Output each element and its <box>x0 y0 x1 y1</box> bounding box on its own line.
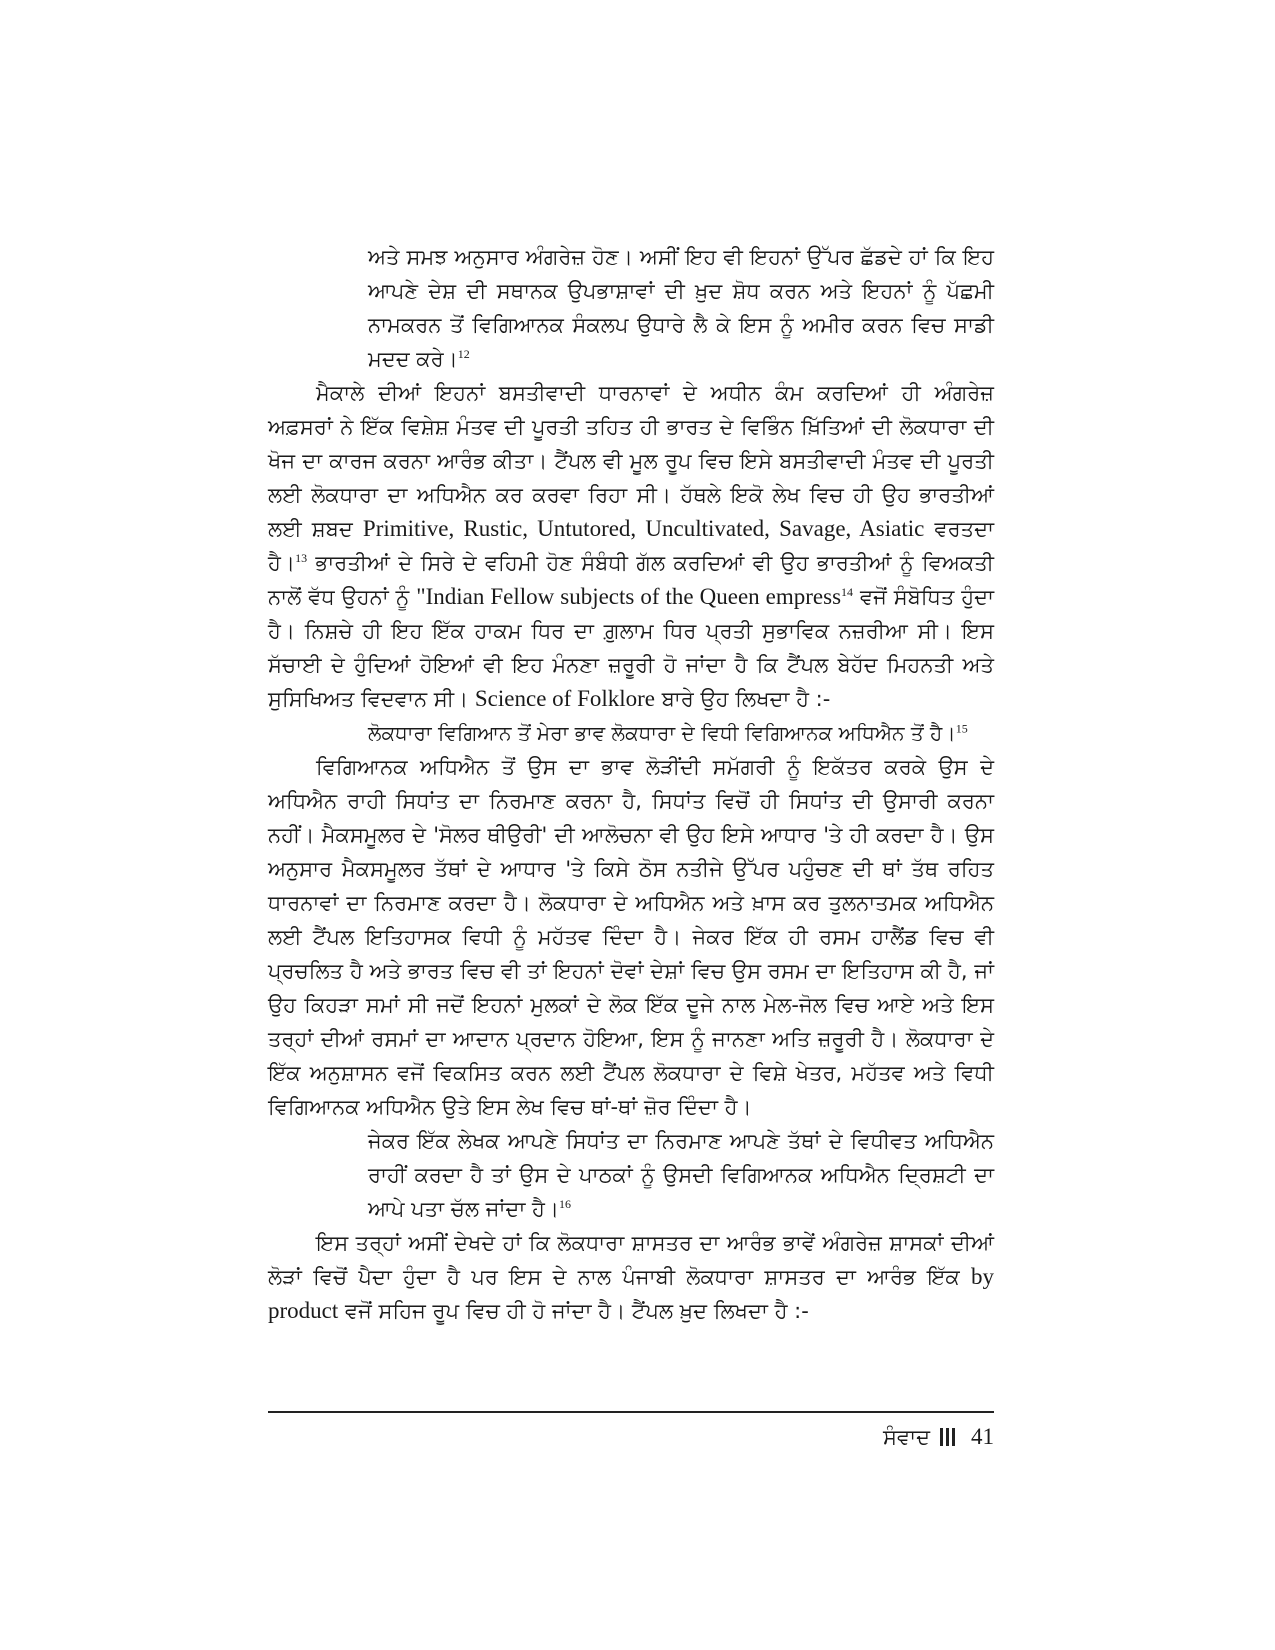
journal-name: ਸੰਵਾਦ <box>882 1424 930 1449</box>
footer-rule <box>268 1411 994 1413</box>
block-quote-0: ਅਤੇ ਸਮਝ ਅਨੁਸਾਰ ਅੰਗਰੇਜ਼ ਹੋਣ। ਅਸੀਂ ਇਹ ਵੀ ਇਹਨਾਂ ਉੱਪਰ ਛੱਡਦੇ ਹਾਂ ਕਿ ਇਹ ਆਪਣੇ ਦੇਸ਼ ਦੀ ਸਥਾਨਕ ਉਪਭਾਸ਼ਾਵਾਂ ਦੀ ਖ਼ੁਦ ਸ਼ੋਧ ਕਰਨ ਅਤੇ ਇਹਨਾਂ ਨੂੰ ਪੱਛਮੀ ਨਾਮਕਰਨ ਤੋਂ ਵਿਗਿਆਨਕ ਸੰਕਲਪ ਉਧਾਰੇ ਲੈ ਕੇ ਇਸ ਨੂੰ ਅਮੀਰ ਕਰਨ ਵਿਚ ਸਾਡੀ ਮਦਦ ਕਰੇ।$^{12}$ <box>368 245 994 371</box>
page-number: 41 <box>971 1424 994 1449</box>
page-footer <box>883 1424 994 1450</box>
paragraph-3: ਵਿਗਿਆਨਕ ਅਧਿਐਨ ਤੋਂ ਉਸ ਦਾ ਭਾਵ ਲੋੜੀਂਦੀ ਸਮੱਗਰੀ ਨੂੰ ਇਕੱਤਰ ਕਰਕੇ ਉਸ ਦੇ ਅਧਿਐਨ ਰਾਹੀ ਸਿਧਾਂਤ ਦਾ ਨਿਰਮਾਣ ਕਰਨਾ ਹੈ, ਸਿਧਾਂਤ ਵਿਚੋਂ ਹੀ ਸਿਧਾਂਤ ਦੀ ਉਸਾਰੀ ਕਰਨਾ ਨਹੀਂ। ਮੈਕਸਮੂਲਰ ਦੇ 'ਸੋਲਰ ਥੀਉਰੀ' ਦੀ ਆਲੋਚਨਾ ਵੀ ਉਹ ਇਸੇ ਆਧਾਰ 'ਤੇ ਹੀ ਕਰਦਾ ਹੈ। ਉਸ ਅਨੁਸਾਰ ਮੈਕਸਮੂਲਰ ਤੱਥਾਂ ਦੇ ਆਧਾਰ 'ਤੇ ਕਿਸੇ ਠੋਸ ਨਤੀਜੇ ਉੱਪਰ ਪਹੁੰਚਣ ਦੀ ਥਾਂ ਤੱਥ ਰਹਿਤ ਧਾਰਨਾਵਾਂ ਦਾ ਨਿਰਮਾਣ ਕਰਦਾ ਹੈ। ਲੋਕਧਾਰਾ ਦੇ ਅਧਿਐਨ ਅਤੇ ਖ਼ਾਸ ਕਰ ਤੁਲਨਾਤਮਕ ਅਧਿਐਨ ਲਈ ਟੈਂਪਲ ਇਤਿਹਾਸਕ ਵਿਧੀ ਨੂੰ ਮਹੱਤਵ ਦਿੰਦਾ ਹੈ। ਜੇਕਰ ਇੱਕ ਹੀ ਰਸਮ ਹਾਲੈਂਡ ਵਿਚ ਵੀ ਪ੍ਰਚਲਿਤ ਹੈ ਅਤੇ ਭਾਰਤ ਵਿਚ ਵੀ ਤਾਂ ਇਹਨਾਂ ਦੋਵਾਂ ਦੇਸ਼ਾਂ ਵਿਚ ਉਸ ਰਸਮ ਦਾ ਇਤਿਹਾਸ ਕੀ ਹੈ, ਜਾਂ ਉਹ ਕਿਹੜਾ ਸਮਾਂ ਸੀ ਜਦੋਂ ਇਹਨਾਂ ਮੁਲਕਾਂ ਦੇ ਲੋਕ ਇੱਕ ਦੂਜੇ ਨਾਲ ਮੇਲ-ਜੋਲ ਵਿਚ ਆਏ ਅਤੇ ਇਸ ਤਰ੍ਹਾਂ ਦੀਆਂ ਰਸਮਾਂ ਦਾ ਆਦਾਨ ਪ੍ਰਦਾਨ ਹੋਇਆ, ਇਸ ਨੂੰ ਜਾਨਣਾ ਅਤਿ ਜ਼ਰੂਰੀ ਹੈ। ਲੋਕਧਾਰਾ ਦੇ ਇੱਕ ਅਨੁਸ਼ਾਸਨ ਵਜੋਂ ਵਿਕਸਿਤ ਕਰਨ ਲਈ ਟੈਂਪਲ ਲੋਕਧਾਰਾ ਦੇ ਵਿਸ਼ੇ ਖੇਤਰ, ਮਹੱਤਵ ਅਤੇ ਵਿਧੀ ਵਿਗਿਆਨਕ ਅਧਿਐਨ ਉਤੇ ਇਸ ਲੇਖ ਵਿਚ ਥਾਂ-ਥਾਂ ਜ਼ੋਰ ਦਿੰਦਾ ਹੈ। <box>268 755 994 1119</box>
body-text <box>268 240 994 1328</box>
block-quote-2: ਲੋਕਧਾਰਾ ਵਿਗਿਆਨ ਤੋਂ ਮੇਰਾ ਭਾਵ ਲੋਕਧਾਰਾ ਦੇ ਵਿਧੀ ਵਿਗਿਆਨਕ ਅਧਿਐਨ ਤੋਂ ਹੈ।$^{15}$ <box>368 721 968 745</box>
block-quote-4: ਜੇਕਰ ਇੱਕ ਲੇਖਕ ਆਪਣੇ ਸਿਧਾਂਤ ਦਾ ਨਿਰਮਾਣ ਆਪਣੇ ਤੱਥਾਂ ਦੇ ਵਿਧੀਵਤ ਅਧਿਐਨ ਰਾਹੀਂ ਕਰਦਾ ਹੈ ਤਾਂ ਉਸ ਦੇ ਪਾਠਕਾਂ ਨੂੰ ਉਸਦੀ ਵਿਗਿਆਨਕ ਅਧਿਐਨ ਦ੍ਰਿਸ਼ਟੀ ਦਾ ਆਪੇ ਪਤਾ ਚੱਲ ਜਾਂਦਾ ਹੈ।$^{16}$ <box>368 1129 994 1221</box>
paragraph-5: ਇਸ ਤਰ੍ਹਾਂ ਅਸੀਂ ਦੇਖਦੇ ਹਾਂ ਕਿ ਲੋਕਧਾਰਾ ਸ਼ਾਸਤਰ ਦਾ ਆਰੰਭ ਭਾਵੇਂ ਅੰਗਰੇਜ਼ ਸ਼ਾਸਕਾਂ ਦੀਆਂ ਲੋੜਾਂ ਵਿਚੋਂ ਪੈਦਾ ਹੁੰਦਾ ਹੈ ਪਰ ਇਸ ਦੇ ਨਾਲ ਪੰਜਾਬੀ ਲੋਕਧਾਰਾ ਸ਼ਾਸਤਰ ਦਾ ਆਰੰਭ ਇੱਕ by product ਵਜੋਂ ਸਹਿਜ ਰੂਪ ਵਿਚ ਹੀ ਹੋ ਜਾਂਦਾ ਹੈ। ਟੈਂਪਲ ਖ਼ੁਦ ਲਿਖਦਾ ਹੈ :- <box>268 1231 994 1323</box>
separator-bars-icon <box>940 1428 955 1446</box>
paragraph-1: ਮੈਕਾਲੇ ਦੀਆਂ ਇਹਨਾਂ ਬਸਤੀਵਾਦੀ ਧਾਰਨਾਵਾਂ ਦੇ ਅਧੀਨ ਕੰਮ ਕਰਦਿਆਂ ਹੀ ਅੰਗਰੇਜ਼ ਅਫ਼ਸਰਾਂ ਨੇ ਇੱਕ ਵਿਸ਼ੇਸ਼ ਮੰਤਵ ਦੀ ਪੂਰਤੀ ਤਹਿਤ ਹੀ ਭਾਰਤ ਦੇ ਵਿਭਿੰਨ ਖ਼ਿੱਤਿਆਂ ਦੀ ਲੋਕਧਾਰਾ ਦੀ ਖੋਜ ਦਾ ਕਾਰਜ ਕਰਨਾ ਆਰੰਭ ਕੀਤਾ। ਟੈਂਪਲ ਵੀ ਮੂਲ ਰੂਪ ਵਿਚ ਇਸੇ ਬਸਤੀਵਾਦੀ ਮੰਤਵ ਦੀ ਪੂਰਤੀ ਲਈ ਲੋਕਧਾਰਾ ਦਾ ਅਧਿਐਨ ਕਰ ਕਰਵਾ ਰਿਹਾ ਸੀ। ਹੱਥਲੇ ਇਕੋ ਲੇਖ ਵਿਚ ਹੀ ਉਹ ਭਾਰਤੀਆਂ ਲਈ ਸ਼ਬਦ Primitive, Rustic, Untutored, Uncultivated, Savage, Asiatic ਵਰਤਦਾ ਹੈ।$^{13}$ ਭਾਰਤੀਆਂ ਦੇ ਸਿਰੇ ਦੇ ਵਹਿਮੀ ਹੋਣ ਸੰਬੰਧੀ ਗੱਲ ਕਰਦਿਆਂ ਵੀ ਉਹ ਭਾਰਤੀਆਂ ਨੂੰ ਵਿਅਕਤੀ ਨਾਲੋਂ ਵੱਧ ਉਹਨਾਂ ਨੂੰ "Indian Fellow subjects of the Queen empress$^{14}$ ਵਜੋਂ ਸੰਬੋਧਿਤ ਹੁੰਦਾ ਹੈ। ਨਿਸ਼ਚੇ ਹੀ ਇਹ ਇੱਕ ਹਾਕਮ ਧਿਰ ਦਾ ਗ਼ੁਲਾਮ ਧਿਰ ਪ੍ਰਤੀ ਸੁਭਾਵਿਕ ਨਜ਼ਰੀਆ ਸੀ। ਇਸ ਸੱਚਾਈ ਦੇ ਹੁੰਦਿਆਂ ਹੋਇਆਂ ਵੀ ਇਹ ਮੰਨਣਾ ਜ਼ਰੂਰੀ ਹੋ ਜਾਂਦਾ ਹੈ ਕਿ ਟੈਂਪਲ ਬੇਹੱਦ ਮਿਹਨਤੀ ਅਤੇ ਸੁਸਿਖਿਅਤ ਵਿਦਵਾਨ ਸੀ। Science of Folklore ਬਾਰੇ ਉਹ ਲਿਖਦਾ ਹੈ :- <box>268 381 994 711</box>
